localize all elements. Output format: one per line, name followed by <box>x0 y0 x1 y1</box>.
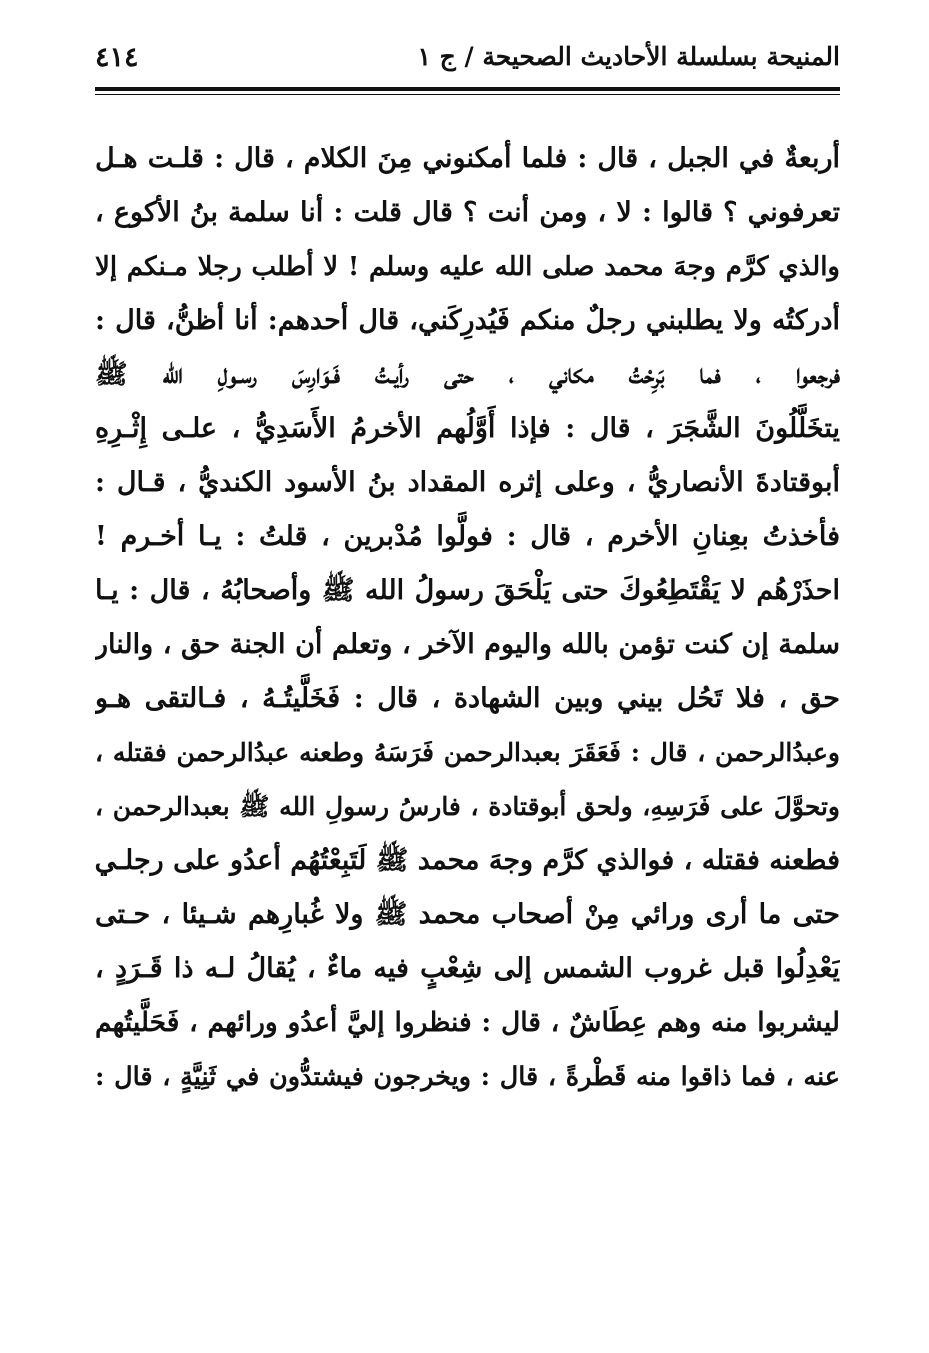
header-rule-thick <box>95 87 840 91</box>
text-line: عنه ، فما ذاقوا منه قَطْرةً ، قال : ويخرجون فيشتدُّون في ثَنِيَّةٍ ، قال : <box>95 1062 840 1092</box>
text-line: أبوقتادةَ الأنصاريُّ ، وعلى إثره المقداد بنُ الأسود الكنديُّ ، قـال : <box>95 467 840 498</box>
text-line: أربعةٌ في الجبل ، قال : فلما أمكنوني مِنَ الكلام ، قال : قلـت هـل <box>95 143 840 174</box>
text-line: والذي كرَّم وجهَ محمد صلى الله عليه وسلم ! لا أطلب رجلا مـنكم إلا <box>95 252 840 282</box>
text-line: احذَرْهُم لا يَقْتَطِعُوكَ حتى يَلْحَقَ رسولُ الله ﷺ وأصحابُهُ ، قال : يـا <box>95 575 840 606</box>
page-number: ٤١٤ <box>95 42 139 73</box>
text-line: ليشربوا منه وهم عِطَاشٌ ، قال : فنظروا إليَّ أعدُو ورائهم ، فَحَلَّيتُهم <box>95 1007 840 1038</box>
page-header <box>95 40 840 80</box>
text-line: يتخَلَّلُونَ الشَّجَرَ ، قال : فإذا أَوَّلُهم الأخرمُ الأَسَدِيُّ ، علـى إِثْـرِهِ <box>95 413 840 444</box>
text-line: يَعْدِلُوا قبل غروب الشمس إلى شِعْبٍ فيه ماءٌ ، يُقالُ لـه ذا قَـرَدٍ ، <box>95 953 840 984</box>
header-rule-thin <box>95 94 840 95</box>
text-line: وتحوَّلَ على فَرَسِهِ، ولحق أبوقتادة ، فارسُ رسولِ الله ﷺ بعبدالرحمن ، <box>95 792 840 821</box>
text-line: فطعنه فقتله ، فوالذي كرَّم وجهَ محمد ﷺ لَتَبِعْتُهُم أعدُو على رجلـي <box>95 845 840 876</box>
running-title: المنيحة بسلسلة الأحاديث الصحيحة / ج ١ <box>417 42 840 71</box>
text-line: سلمة إن كنت تؤمن بالله واليوم الآخر ، وتعلم أن الجنة حق ، والنار <box>95 629 840 660</box>
text-line: فرجعوا ، فما بَرِحْتُ مكاني ، حتى رأيـتُ فَـوَارِسَ رسـولِ الله ﷺ <box>95 359 840 390</box>
text-line: تعرفوني ؟ قالوا : لا ، ومن أنت ؟ قال قلت : أنا سلمة بنُ الأكوع ، <box>95 197 840 228</box>
text-line: وعبدُالرحمن ، قال : فَعَقَرَ بعبدالرحمن فَرَسَهُ وطعنه عبدُالرحمن فقتله ، <box>95 738 840 767</box>
text-line: أدركتُه ولا يطلبني رجلٌ منكم فَيُدرِكَني، قال أحدهم: أنا أظنُّ، قال : <box>95 305 840 336</box>
text-line: فأخذتُ بعِنانِ الأخرم ، قال : فولَّوا مُدْبرين ، قلتُ : يـا أخـرم ! <box>95 521 840 552</box>
text-line: حتى ما أرى ورائي مِنْ أصحاب محمد ﷺ ولا غُبارِهم شـيئا ، حـتى <box>95 899 840 930</box>
body-text <box>95 132 840 1104</box>
text-line: حق ، فلا تَحُل بيني وبين الشهادة ، قال : فَخَلَّيتُـهُ ، فـالتقى هـو <box>95 683 840 714</box>
